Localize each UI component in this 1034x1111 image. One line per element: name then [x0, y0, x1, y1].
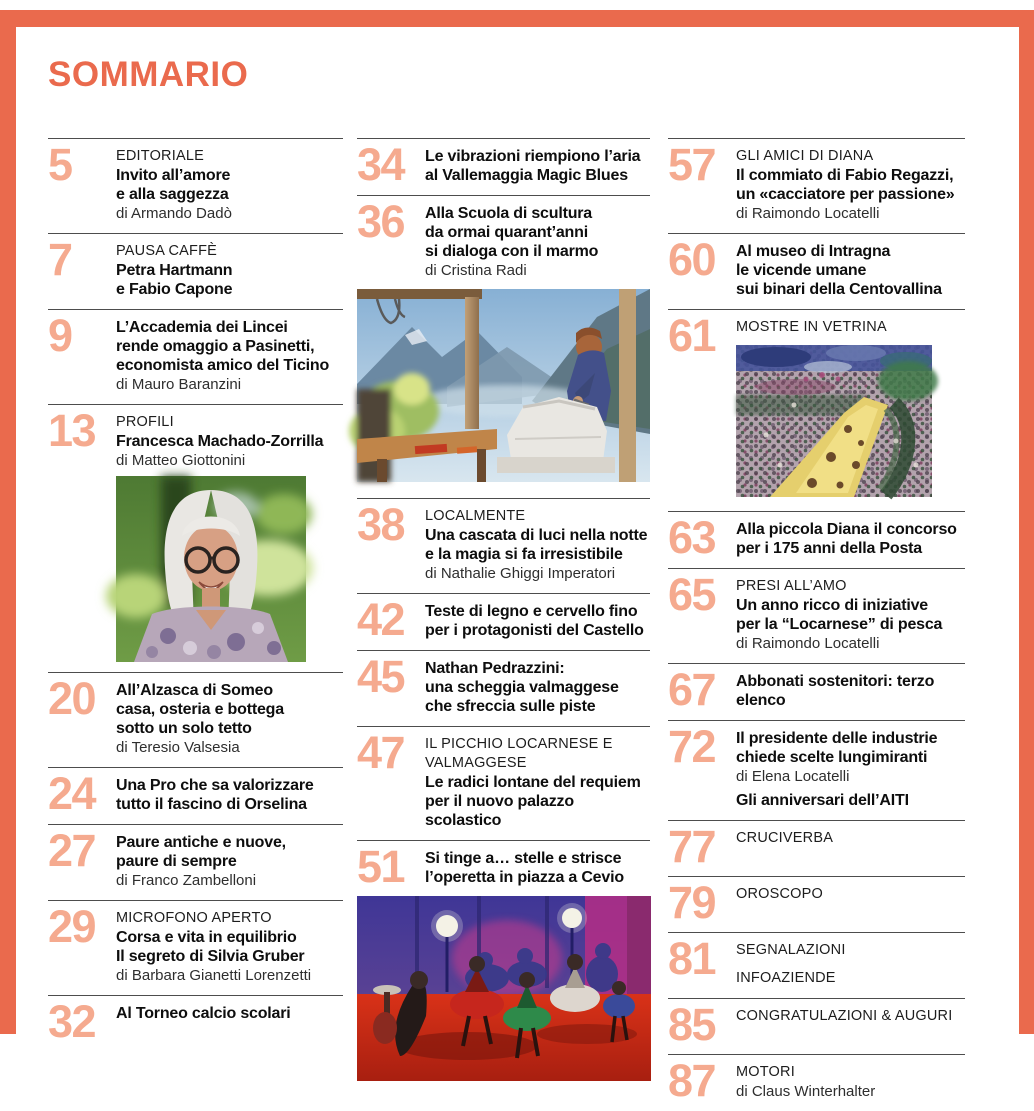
- entry-title-line: Al museo di Intragna: [736, 243, 891, 260]
- entry-title-line: un «cacciatore per passione»: [736, 186, 955, 203]
- entry-kicker: CRUCIVERBA: [736, 830, 834, 846]
- entry-kicker: PAUSA CAFFÈ: [116, 243, 218, 259]
- entry-text: [736, 576, 965, 653]
- entry-title-line: Il presidente delle industrie: [736, 730, 938, 747]
- entry-title-line: e alla saggezza: [116, 186, 229, 203]
- entry-kicker: PRESI ALL’AMO: [736, 578, 847, 594]
- entry-text: [425, 848, 650, 887]
- entry-kicker: MOTORI: [736, 1063, 795, 1080]
- entry-text: [736, 828, 965, 866]
- entry-title-line: Teste di legno e cervello fino: [425, 603, 638, 620]
- toc-entry-row: [48, 234, 343, 299]
- entry-byline: di Barbara Gianetti Lorenzetti: [116, 967, 312, 984]
- entry-title-line: sotto un solo tetto: [116, 720, 252, 737]
- entry-byline: di Raimondo Locatelli: [736, 205, 880, 222]
- entry-title-line: All’Alzasca di Someo: [116, 682, 273, 699]
- entry-title-line: Nathan Pedrazzini:: [425, 660, 565, 677]
- entry-title-line: Un anno ricco di iniziative: [736, 597, 928, 614]
- entry-text: [116, 832, 343, 890]
- toc-entry-row: [668, 234, 965, 299]
- entry-title-line: si dialoga con il marmo: [425, 243, 599, 260]
- toc-entry-row: [668, 821, 965, 872]
- toc-entry: [48, 824, 343, 900]
- toc-entry: [668, 233, 965, 309]
- entry-title-line: Alla Scuola di scultura: [425, 205, 593, 222]
- toc-entry-row: [668, 998, 965, 1050]
- entry-title-line: per la “Locarnese” di pesca: [736, 616, 943, 633]
- entry-title-line: rende omaggio a Pasinetti,: [116, 338, 315, 355]
- entry-page-number: 45: [357, 651, 405, 702]
- toc-entry: [668, 876, 965, 932]
- entry-kicker: IL PICCHIO LOCARNESE E VALMAGGESE: [425, 736, 613, 771]
- toc-entry: [668, 720, 965, 820]
- entry-kicker: GLI AMICI DI DIANA: [736, 148, 874, 164]
- toc-entry: [48, 233, 343, 309]
- toc-entry-row: [357, 594, 650, 645]
- theater-photo: [357, 896, 650, 1081]
- entry-text: [116, 412, 343, 662]
- entry-title-line: una scheggia valmaggese: [425, 679, 619, 696]
- entry-title-line: per il nuovo palazzo scolastico: [425, 793, 574, 829]
- toc-entry-row: [668, 721, 965, 810]
- entry-title-line: Paure antiche e nuove,: [116, 834, 286, 851]
- entry-text: [736, 241, 965, 299]
- toc-entry-row: [48, 139, 343, 223]
- toc-entry-row: [48, 310, 343, 394]
- entry-text: [116, 317, 343, 394]
- entry-text: [116, 146, 343, 223]
- entry-text: [116, 241, 343, 299]
- toc-column: [357, 138, 650, 1097]
- entry-title-line: le vicende umane: [736, 262, 867, 279]
- toc-entry-row: [668, 569, 965, 653]
- entry-page-number: 61: [668, 310, 716, 361]
- toc-entry-row: [668, 664, 965, 715]
- entry-page-number: 20: [48, 673, 96, 724]
- entry-text: [736, 1062, 965, 1101]
- entry-title-line: Corsa e vita in equilibrio: [116, 929, 297, 946]
- entry-page-number: 13: [48, 405, 96, 456]
- toc-entry: [668, 568, 965, 663]
- entry-page-number: 77: [668, 821, 716, 872]
- entry-kicker: MOSTRE IN VETRINA: [736, 319, 887, 335]
- entry-title-line: e Fabio Capone: [116, 281, 233, 298]
- sculptor-photo: [357, 289, 650, 482]
- entry-text: [425, 146, 650, 185]
- entry-page-number: 79: [668, 876, 716, 928]
- toc-entry-row: [357, 841, 650, 892]
- toc-entry-row: [668, 876, 965, 928]
- entry-title-line: Abbonati sostenitori: terzo elenco: [736, 673, 935, 709]
- entry-page-number: 65: [668, 569, 716, 620]
- entry-title-line: Al Torneo calcio scolari: [116, 1005, 291, 1022]
- toc-entry-row: [668, 932, 965, 988]
- entry-page-number: 7: [48, 234, 72, 285]
- entry-title-line: Il segreto di Silvia Gruber: [116, 948, 305, 965]
- entry-title-line: l’operetta in piazza a Cevio: [425, 869, 624, 886]
- toc-entry-row: [668, 512, 965, 563]
- toc-entry: [668, 998, 965, 1054]
- entry-byline: di Teresio Valsesia: [116, 739, 240, 756]
- toc-entry-row: [48, 901, 343, 985]
- entry-page-number: 57: [668, 139, 716, 190]
- toc-entry: [668, 932, 965, 998]
- entry-title-line: da ormai quarant’anni: [425, 224, 588, 241]
- toc-entry-row: [48, 405, 343, 662]
- entry-title-line: per i 175 anni della Posta: [736, 540, 922, 557]
- entry-byline: di Matteo Giottonini: [116, 452, 246, 469]
- entry-text: [425, 734, 650, 830]
- entry-byline: di Raimondo Locatelli: [736, 635, 880, 652]
- toc-column: [48, 138, 343, 1051]
- entry-text: [116, 775, 343, 814]
- toc-entry: [668, 1054, 965, 1111]
- entry-page-number: 42: [357, 594, 405, 645]
- entry-title-line: paure di sempre: [116, 853, 237, 870]
- entry-page-number: 63: [668, 512, 716, 563]
- entry-kicker: LOCALMENTE: [425, 508, 526, 524]
- entry-text: [425, 203, 650, 280]
- entry-page-number: 47: [357, 727, 405, 778]
- toc-entry-row: [357, 727, 650, 830]
- entry-text: [116, 1003, 343, 1041]
- toc-entry-row: [48, 768, 343, 819]
- entry-title-line: Una cascata di luci nella notte: [425, 527, 648, 544]
- entry-text: [116, 680, 343, 757]
- toc-entry: [48, 672, 343, 767]
- entry-byline: di Franco Zambelloni: [116, 872, 257, 889]
- entry-page-number: 38: [357, 499, 405, 550]
- toc-entry: [357, 726, 650, 840]
- entry-title-line: Francesca Machado-Zorrilla: [116, 433, 324, 450]
- toc-entry: [357, 650, 650, 726]
- toc-entry: [668, 309, 965, 511]
- entry-title-line: Petra Hartmann: [116, 262, 233, 279]
- entry-title-line: casa, osteria e bottega: [116, 701, 284, 718]
- toc-entry: [48, 900, 343, 995]
- toc-entry: [357, 138, 650, 195]
- toc-entry-row: [668, 1054, 965, 1106]
- entry-page-number: 24: [48, 768, 96, 819]
- toc-entry: [357, 195, 650, 498]
- entry-page-number: 51: [357, 841, 405, 892]
- toc-entry: [48, 767, 343, 824]
- toc-entry-row: [357, 651, 650, 716]
- entry-title-line: e la magia si fa irresistibile: [425, 546, 623, 563]
- toc-entry: [668, 511, 965, 568]
- entry-kicker: CONGRATULAZIONI & AUGURI: [736, 1007, 953, 1024]
- entry-byline: di Nathalie Ghiggi Imperatori: [425, 565, 616, 582]
- entry-kicker: PROFILI: [116, 414, 174, 430]
- entry-kicker: SEGNALAZIONI: [736, 941, 846, 958]
- entry-kicker: OROSCOPO: [736, 885, 823, 902]
- entry-page-number: 27: [48, 825, 96, 876]
- toc-entry-row: [48, 825, 343, 890]
- entry-page-number: 85: [668, 998, 716, 1050]
- toc-entry-row: [357, 196, 650, 280]
- entry-byline: di Elena Locatelli: [736, 768, 850, 785]
- entry-title-line: Il commiato di Fabio Regazzi,: [736, 167, 954, 184]
- entry-title-line: per i protagonisti del Castello: [425, 622, 644, 639]
- entry-text: [736, 146, 965, 223]
- entry-page-number: 32: [48, 996, 96, 1047]
- toc-entry-row: [668, 310, 965, 501]
- entry-title-line: Si tinge a… stelle e strisce: [425, 850, 622, 867]
- entry-title-line: tutto il fascino di Orselina: [116, 796, 307, 813]
- toc-entry: [48, 995, 343, 1051]
- entry-text: [736, 884, 965, 922]
- entry-page-number: 9: [48, 310, 72, 361]
- entry-text: [736, 317, 965, 501]
- entry-text: [425, 658, 650, 716]
- entry-text: [736, 671, 965, 710]
- entry-page-number: 87: [668, 1054, 716, 1106]
- entry-text: [736, 1006, 965, 1044]
- toc-entry: [48, 309, 343, 404]
- toc-entry: [668, 138, 965, 233]
- toc-entry-row: [357, 499, 650, 583]
- entry-kicker: EDITORIALE: [116, 148, 204, 164]
- entry-page-number: 60: [668, 234, 716, 285]
- toc-entry-row: [48, 673, 343, 757]
- entry-title-line: sui binari della Centovallina: [736, 281, 942, 298]
- page-frame-top: [0, 10, 1034, 27]
- entry-text: [736, 519, 965, 558]
- toc-entry: [48, 404, 343, 672]
- entry-title-line: chiede scelte lungimiranti: [736, 749, 928, 766]
- entry-page-number: 81: [668, 932, 716, 984]
- entry-title-line: Invito all’amore: [116, 167, 231, 184]
- painting-photo: [736, 345, 932, 497]
- entry-page-number: 5: [48, 139, 72, 190]
- entry-byline: di Claus Winterhalter: [736, 1082, 876, 1100]
- entry-page-number: 67: [668, 664, 716, 715]
- toc-entry: [668, 820, 965, 876]
- entry-title-line: Alla piccola Diana il concorso: [736, 521, 957, 538]
- toc-columns: [48, 138, 965, 1111]
- entry-text: [736, 728, 965, 810]
- entry-page-number: 72: [668, 721, 716, 772]
- toc-entry: [357, 498, 650, 593]
- entry-title-line: Le vibrazioni riempiono l’aria: [425, 148, 641, 165]
- toc-entry: [357, 593, 650, 650]
- toc-entry-row: [48, 996, 343, 1047]
- entry-page-number: 36: [357, 196, 405, 247]
- toc-entry-row: [357, 139, 650, 190]
- entry-page-number: 34: [357, 139, 405, 190]
- entry-byline: di Mauro Baranzini: [116, 376, 242, 393]
- entry-text: [425, 601, 650, 640]
- toc-column: [668, 138, 965, 1111]
- entry-page-number: 29: [48, 901, 96, 952]
- entry-title-line: Una Pro che sa valorizzare: [116, 777, 314, 794]
- toc-entry-row: [668, 139, 965, 223]
- entry-text: [116, 908, 343, 985]
- toc-entry: [357, 840, 650, 1097]
- entry-byline: di Armando Dadò: [116, 205, 232, 222]
- entry-title-line: economista amico del Ticino: [116, 357, 330, 374]
- entry-title-line: L’Accademia dei Lincei: [116, 319, 288, 336]
- entry-kicker: INFOAZIENDE: [736, 969, 836, 986]
- entry-text: [736, 940, 965, 988]
- entry-extra-title: Gli anniversari dell’AITI: [736, 792, 909, 809]
- toc-entry: [48, 138, 343, 233]
- page-frame-left: [0, 10, 16, 1034]
- page-title: SOMMARIO: [48, 55, 249, 94]
- entry-text: [425, 506, 650, 583]
- toc-entry: [668, 663, 965, 720]
- page-frame-right: [1019, 10, 1034, 1034]
- entry-byline: di Cristina Radi: [425, 262, 527, 279]
- entry-title-line: Le radici lontane del requiem: [425, 774, 641, 791]
- entry-title-line: al Vallemaggia Magic Blues: [425, 167, 628, 184]
- entry-kicker: MICROFONO APERTO: [116, 910, 272, 926]
- entry-title-line: che sfreccia sulle piste: [425, 698, 596, 715]
- portrait-photo: [116, 476, 306, 662]
